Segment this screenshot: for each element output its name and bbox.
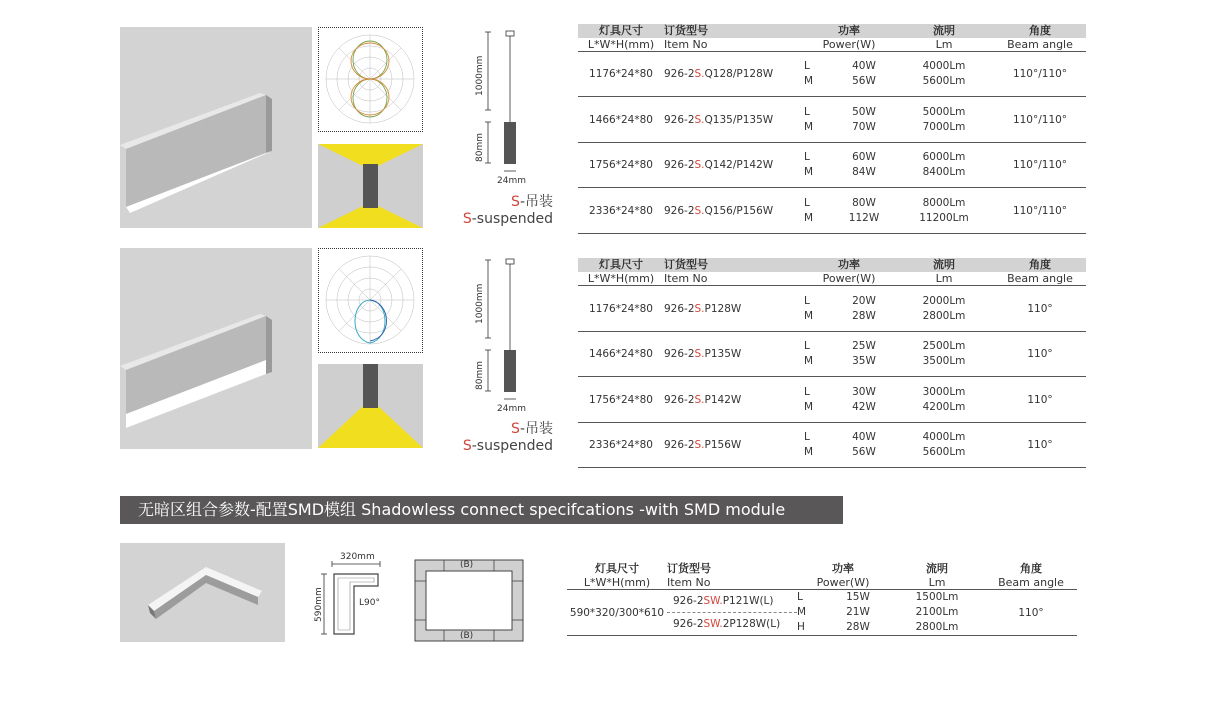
item-suffix: P121W(L) <box>722 595 774 607</box>
linear-light-image <box>120 27 312 228</box>
flux-cell <box>894 143 994 188</box>
flux-cell <box>894 52 994 97</box>
power-cell <box>834 143 894 188</box>
item-suffix: P156W <box>704 439 742 451</box>
power-l: 30W <box>852 385 876 398</box>
item-cell <box>664 377 804 423</box>
header-power: 功率 <box>804 24 894 38</box>
linear-light-image <box>120 248 312 449</box>
power-l: 20W <box>852 294 876 307</box>
polar-curve-graphic <box>319 249 422 352</box>
item-suffix: Q156/P156W <box>704 204 774 217</box>
header-flux-en: Lm <box>889 576 985 590</box>
level-l: L <box>804 60 810 72</box>
item-suffix: Q128/P128W <box>704 68 774 80</box>
level-m: M <box>804 211 814 224</box>
item-prefix: 926-2 <box>664 348 695 360</box>
l-connector-image <box>120 543 285 642</box>
size-cell: 1466*24*80 <box>578 332 664 377</box>
table-row <box>578 143 1086 188</box>
level-l: L <box>804 340 810 352</box>
item-cell <box>664 188 804 234</box>
header-flux: 流明 <box>894 24 994 38</box>
item-code: S. <box>694 204 705 217</box>
flux-cell <box>894 97 994 143</box>
power-m: 28W <box>852 309 876 322</box>
beam-graphic <box>318 364 423 448</box>
size-cell: 1176*24*80 <box>578 52 664 97</box>
item-code: S. <box>694 113 705 126</box>
table-row <box>567 590 1077 636</box>
flux-m: 5600Lm <box>922 75 966 87</box>
header-order-en: Item No <box>667 576 797 590</box>
angle-cell: 110° <box>994 286 1086 332</box>
item-1 <box>667 590 797 612</box>
flux-cell <box>894 423 994 468</box>
item-code: S. <box>694 68 705 80</box>
angle-cell: 110°/110° <box>994 52 1086 97</box>
item-prefix: 926-2 <box>664 113 695 126</box>
power-m: 84W <box>852 166 876 178</box>
flux-cell <box>894 188 994 234</box>
connector-height-label: 590mm <box>314 587 324 622</box>
item-cell <box>664 97 804 143</box>
header-angle-en: Beam angle <box>994 272 1086 286</box>
connector-photo <box>120 543 285 642</box>
item-suffix: P135W <box>704 348 742 360</box>
size-cell: 1756*24*80 <box>578 143 664 188</box>
item-cell <box>664 423 804 468</box>
power-l: 80W <box>852 196 876 209</box>
power-cell <box>834 423 894 468</box>
size-cell: 1176*24*80 <box>578 286 664 332</box>
flux-cell <box>894 332 994 377</box>
item-cell <box>664 332 804 377</box>
width-dimension-label: 24mm <box>497 404 526 414</box>
header-flux: 流明 <box>889 562 985 576</box>
level-cell <box>804 423 834 468</box>
suspension-code-en: S <box>462 438 472 454</box>
level-l: L <box>804 294 810 307</box>
suspension-drawing-1 <box>470 28 530 188</box>
item-suffix: Q135/P135W <box>704 113 774 126</box>
flux-l: 4000Lm <box>922 60 966 72</box>
level-l: L <box>797 591 803 603</box>
product-photo-2 <box>120 248 312 449</box>
level-cell <box>804 52 834 97</box>
flux-l: 3000Lm <box>922 385 966 398</box>
header-size-en: L*W*H(mm) <box>578 272 664 286</box>
power-cell <box>834 97 894 143</box>
header-flux-en: Lm <box>894 38 994 52</box>
suspended-label <box>443 421 553 455</box>
size-cell: 2336*24*80 <box>578 423 664 468</box>
angle-cell: 110°/110° <box>994 143 1086 188</box>
header-angle: 角度 <box>985 562 1077 576</box>
connector-angle-label: L90° <box>359 598 380 608</box>
polar-distribution-chart-2 <box>318 248 423 353</box>
power-m: 112W <box>848 211 880 224</box>
level-m: M <box>804 446 814 458</box>
flux-cell <box>889 590 985 636</box>
item-code: SW. <box>703 618 723 630</box>
power-l: 50W <box>852 105 876 118</box>
width-dimension-label: 24mm <box>497 176 526 186</box>
header-size-en: L*W*H(mm) <box>567 576 667 590</box>
b-label-top: (B) <box>460 560 474 570</box>
flux-m: 7000Lm <box>922 120 966 133</box>
power-m: 56W <box>852 446 876 458</box>
polar-distribution-chart-1 <box>318 27 423 132</box>
polar-curve-graphic <box>319 28 422 131</box>
angle-cell: 110°/110° <box>994 188 1086 234</box>
level-cell <box>797 590 827 636</box>
level-cell <box>804 143 834 188</box>
flux-m: 2100Lm <box>915 606 959 618</box>
header-power: 功率 <box>797 562 889 576</box>
power-cell <box>834 332 894 377</box>
power-m: 56W <box>852 75 876 87</box>
table-row <box>578 423 1086 468</box>
spec-table-2 <box>578 258 1086 468</box>
angle-cell: 110° <box>994 377 1086 423</box>
length-dimension-label: 1000mm <box>475 283 485 324</box>
level-m: M <box>804 75 814 87</box>
flux-l: 1500Lm <box>915 591 959 603</box>
item-prefix: 926-2 <box>664 204 695 217</box>
flux-m: 4200Lm <box>922 400 966 413</box>
header-flux: 流明 <box>894 258 994 272</box>
power-m: 35W <box>852 355 876 367</box>
level-l: L <box>804 431 810 443</box>
power-m: 42W <box>852 400 876 413</box>
power-l: 25W <box>852 340 876 352</box>
suspension-code: S <box>511 421 520 437</box>
item-cell <box>664 143 804 188</box>
suspension-en: -suspended <box>471 211 553 227</box>
flux-l: 2000Lm <box>922 294 966 307</box>
size-cell: 1756*24*80 <box>578 377 664 423</box>
flux-m: 5600Lm <box>922 446 966 458</box>
size-cell: 2336*24*80 <box>578 188 664 234</box>
flux-l: 6000Lm <box>922 151 966 163</box>
header-order: 订货型号 <box>667 562 797 576</box>
flux-m: 3500Lm <box>922 355 966 367</box>
power-l: 15W <box>846 591 870 603</box>
suspension-code: S <box>511 194 520 210</box>
flux-cell <box>894 377 994 423</box>
angle-cell: 110°/110° <box>994 97 1086 143</box>
angle-cell: 110° <box>985 590 1077 636</box>
suspension-drawing-2 <box>470 256 530 416</box>
power-l: 40W <box>852 431 876 443</box>
flux-m: 2800Lm <box>922 309 966 322</box>
suspended-label <box>443 194 553 228</box>
section-banner: 无暗区组合参数-配置SMD模组 Shadowless connect specifcations -with SMD module <box>120 496 843 524</box>
header-power: 功率 <box>804 258 894 272</box>
power-l: 60W <box>852 151 876 163</box>
flux-l: 8000Lm <box>922 196 966 209</box>
flux-m: 11200Lm <box>919 211 969 224</box>
item-prefix: 926-2 <box>664 159 695 171</box>
level-m: M <box>804 166 814 178</box>
header-power-en: Power(W) <box>804 272 894 286</box>
level-l: L <box>804 196 810 209</box>
item-suffix: Q142/P142W <box>704 159 774 171</box>
table-row <box>578 286 1086 332</box>
header-angle-en: Beam angle <box>994 38 1086 52</box>
item-suffix: P142W <box>704 393 742 406</box>
rectangle-layout-drawing <box>414 559 524 642</box>
level-l: L <box>804 151 810 163</box>
body-dimension-label: 80mm <box>475 361 485 390</box>
level-cell <box>804 286 834 332</box>
item-prefix: 926-2 <box>664 439 695 451</box>
level-m: M <box>797 606 807 618</box>
header-power-en: Power(W) <box>797 576 889 590</box>
level-h: H <box>797 621 805 633</box>
product-photo-1 <box>120 27 312 228</box>
item-code: S. <box>694 302 705 315</box>
connector-dimension-drawing <box>312 556 392 642</box>
suspension-cn: -吊装 <box>519 421 553 437</box>
level-m: M <box>804 400 814 413</box>
item-cell <box>664 52 804 97</box>
item-suffix: 2P128W(L) <box>722 618 781 630</box>
beam-graphic <box>318 144 423 228</box>
item-prefix: 926-2 <box>664 393 695 406</box>
connector-width-label: 320mm <box>340 552 375 562</box>
flux-l: 2500Lm <box>922 340 966 352</box>
table-row <box>578 188 1086 234</box>
header-angle: 角度 <box>994 24 1086 38</box>
level-cell <box>804 188 834 234</box>
header-size: 灯具尺寸 <box>578 258 664 272</box>
table-row <box>578 52 1086 97</box>
suspension-cn: -吊装 <box>519 194 553 210</box>
item-prefix: 926-2 <box>673 618 704 630</box>
item-code: S. <box>694 439 705 451</box>
power-cell <box>834 188 894 234</box>
header-angle: 角度 <box>994 258 1086 272</box>
size-cell: 1466*24*80 <box>578 97 664 143</box>
item-cell <box>667 590 797 636</box>
header-order-en: Item No <box>664 272 804 286</box>
item-code: S. <box>694 159 705 171</box>
size-cell: 590*320/300*610 <box>567 590 667 636</box>
flux-cell <box>894 286 994 332</box>
body-dimension-label: 80mm <box>475 133 485 162</box>
flux-m: 8400Lm <box>922 166 966 178</box>
header-order: 订货型号 <box>664 24 804 38</box>
power-cell <box>834 377 894 423</box>
length-dimension-label: 1000mm <box>475 55 485 96</box>
item-prefix: 926-2 <box>664 302 695 315</box>
item-cell <box>664 286 804 332</box>
header-size-en: L*W*H(mm) <box>578 38 664 52</box>
power-cell <box>834 52 894 97</box>
power-h: 28W <box>846 621 870 633</box>
flux-l: 5000Lm <box>922 105 966 118</box>
level-m: M <box>804 120 814 133</box>
header-size: 灯具尺寸 <box>578 24 664 38</box>
beam-effect-image-2 <box>318 364 423 448</box>
header-size: 灯具尺寸 <box>567 562 667 576</box>
angle-cell: 110° <box>994 423 1086 468</box>
table-row <box>578 97 1086 143</box>
level-m: M <box>804 309 814 322</box>
item-prefix: 926-2 <box>673 595 704 607</box>
power-m: 70W <box>852 120 876 133</box>
header-angle-en: Beam angle <box>985 576 1077 590</box>
b-label-bottom: (B) <box>460 631 474 641</box>
suspension-en: -suspended <box>471 438 553 454</box>
power-cell <box>827 590 889 636</box>
flux-h: 2800Lm <box>915 621 959 633</box>
level-cell <box>804 377 834 423</box>
header-order: 订货型号 <box>664 258 804 272</box>
item-code: S. <box>694 393 705 406</box>
item-suffix: P128W <box>704 302 742 315</box>
header-order-en: Item No <box>664 38 804 52</box>
level-m: M <box>804 355 814 367</box>
item-prefix: 926-2 <box>664 68 695 80</box>
item-code: S. <box>694 348 705 360</box>
connector-spec-table <box>567 562 1077 636</box>
level-l: L <box>804 385 810 398</box>
header-power-en: Power(W) <box>804 38 894 52</box>
item-2 <box>667 612 797 635</box>
header-flux-en: Lm <box>894 272 994 286</box>
power-cell <box>834 286 894 332</box>
level-cell <box>804 97 834 143</box>
level-cell <box>804 332 834 377</box>
power-m: 21W <box>846 606 870 618</box>
item-code: SW. <box>703 595 723 607</box>
spec-table-1 <box>578 24 1086 234</box>
table-row <box>578 377 1086 423</box>
angle-cell: 110° <box>994 332 1086 377</box>
level-l: L <box>804 105 810 118</box>
suspension-code-en: S <box>462 211 472 227</box>
table-row <box>578 332 1086 377</box>
flux-l: 4000Lm <box>922 431 966 443</box>
power-l: 40W <box>852 60 876 72</box>
beam-effect-image-1 <box>318 144 423 228</box>
